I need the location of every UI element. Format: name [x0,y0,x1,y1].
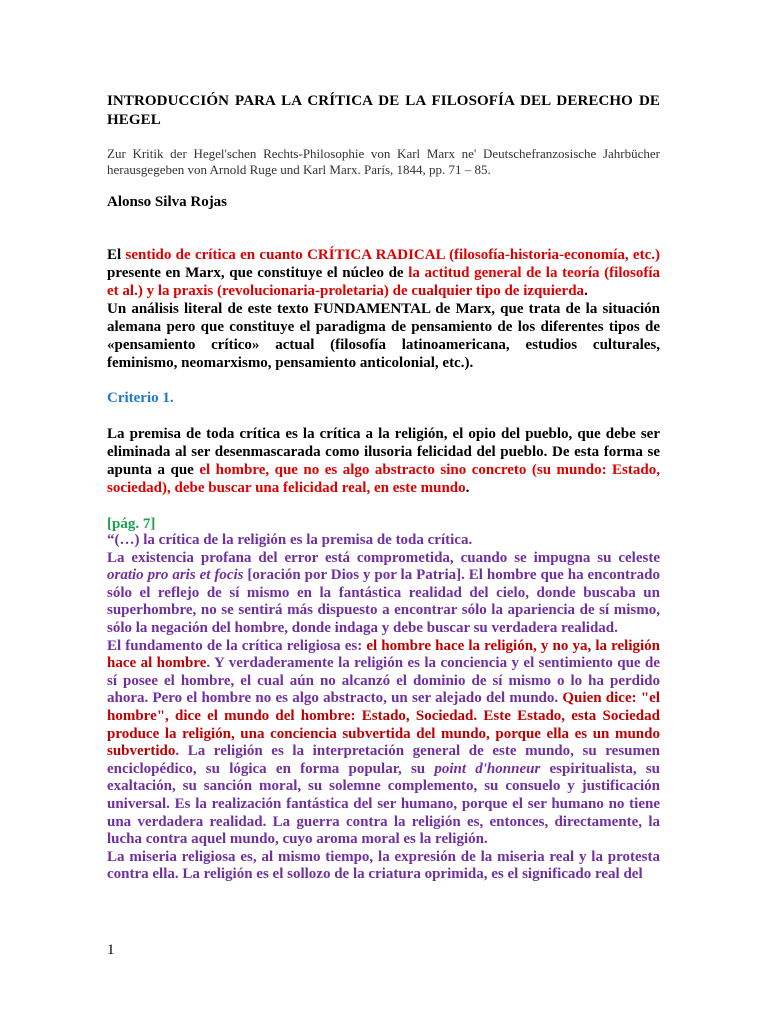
premise-paragraph [107,425,660,497]
intro-paragraph-1 [107,246,660,300]
quote-paragraph-3 [107,638,660,849]
intro-section [107,246,660,372]
quote-text: . La religión es la interpretación general de este mundo, su resumen enciclopédico, su lógica en forma popular, su [107,743,660,777]
intro-text: presente en Marx, que constituye el núcleo de [107,265,409,281]
premise-highlight: el hombre, que no es algo abstracto sino concreto (su mundo: Estado, sociedad), debe buscar una felicidad real, en este mundo [107,462,660,496]
author-name: Alonso Silva Rojas [107,194,228,210]
page-number: 1 [107,942,115,958]
quote-paragraph-1: “(…) la crítica de la religión es la premisa de toda crítica. [107,532,473,548]
page-reference: [pág. 7] [107,516,156,532]
quote-text: espiritualista, su exaltación, su sanción moral, su solemne complemento, su consuelo y justificación universal. Es la realización fantástica del ser humano, porque el ser humano no tiene una verdadera realidad. La guerra contra la religión es, entonces, directamente, la lucha contra aquel mundo, cuyo aroma moral es la religión. [107,760,661,848]
intro-paragraph-2: Un análisis literal de este texto FUNDAMENTAL de Marx, que trata de la situación alemana pero que constituye el paradigma de pensamiento de los diferentes tipos de «pensamiento crítico» actual (filosofía latinoamericana, estudios culturales, feminismo, neomarxismo, pensamiento anticolonial, etc.). [107,301,660,371]
document-title: INTRODUCCIÓN PARA LA CRÍTICA DE LA FILOSOFÍA DEL DERECHO DE HEGEL [107,93,660,128]
intro-text: . [584,283,588,299]
intro-highlight: la actitud general de la teoría (filosofía et al.) y la praxis (revolucionaria-proletaria) de cualquier tipo de izquierda [107,265,660,299]
document-subtitle: Zur Kritik der Hegel'schen Rechts-Philosophie von Karl Marx ne' Deutschefranzosische Jahrbücher herausgegeben von Arnold Ruge und Karl Marx. París, 1844, pp. 71 – 85. [107,146,660,177]
quote-paragraph-4: La miseria religiosa es, al mismo tiempo, la expresión de la miseria real y la protesta contra ella. La religión es el sollozo de la criatura oprimida, es el significado real del [107,848,660,883]
quote-text: La existencia profana del error está comprometida, cuando se impugna su celeste [107,549,660,566]
quote-latin: oratio pro aris et focis [107,567,244,584]
premise-text: . [465,480,470,496]
intro-highlight: sentido de crítica en cuanto CRÍTICA RADICAL (filosofía-historia-economía, etc.) [125,247,660,263]
quote-text: [oración por Dios y por la Patria]. El hombre que ha encontrado sólo el reflejo de sí mismo en la fantástica realidad del cielo, donde buscaba un superhombre, no se sentirá más dispuesto a encontrar sólo la apariencia de sí mismo, sólo la negación del hombre, donde indaga y debe buscar su verdadera realidad. [107,567,660,636]
criterion-heading: Criterio 1. [107,390,174,406]
quote-highlight: Quien dice: "el hombre", dice el mundo del hombre: Estado, Sociedad. Este Estado, esta Sociedad produce la religión, una conciencia subvertida del mundo, porque ella es un mundo subvertido [107,690,660,760]
quotation-block [107,532,660,884]
quote-highlight: el hombre hace la religión, y no ya, la religión hace al hombre [107,637,661,672]
quote-french: point d'honneur [434,760,541,777]
intro-text: El [107,247,126,263]
quote-text: El fundamento de la crítica religiosa es: [107,637,367,654]
quote-paragraph-2 [107,550,660,638]
quote-text: . Y verdaderamente la religión es la conciencia y el sentimiento que de sí posee el hombre, el cual aún no alcanzó el dominio de sí mismo o lo ha perdido ahora. Pero el hombre no es algo abstracto, un ser alejado del mundo. [107,655,660,707]
premise-text: La premisa de toda crítica es la crítica a la religión, el opio del pueblo, que debe ser eliminada al ser desenmascarada como ilusoria felicidad del pueblo. De esta forma se apunta a que [107,426,660,478]
